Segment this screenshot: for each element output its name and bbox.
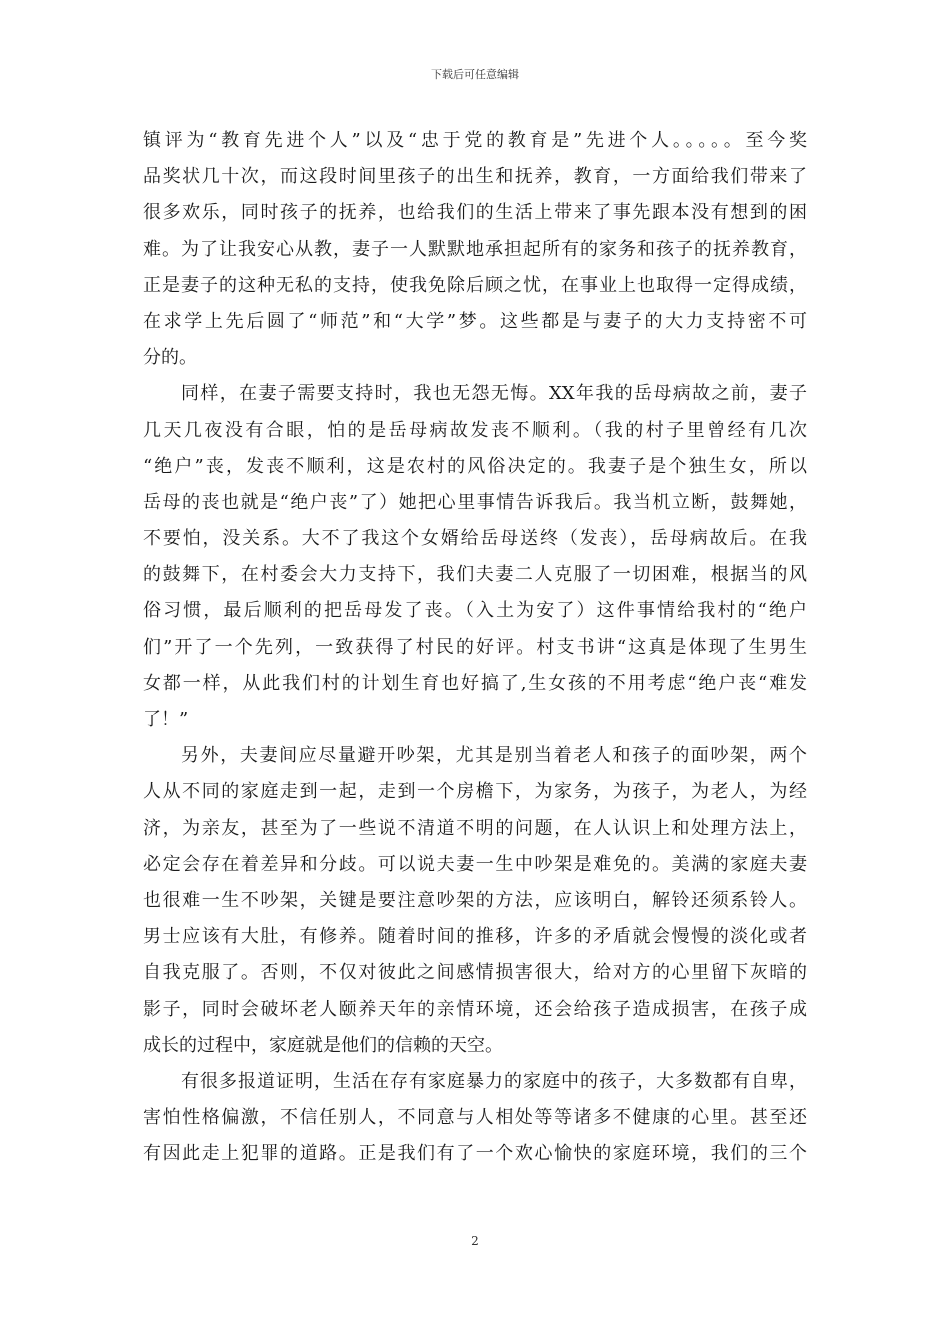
text-line: 同样，在妻子需要支持时，我也无怨无悔。XX年我的岳母病故之前，妻子 xyxy=(181,383,807,405)
text-line: 有很多报道证明，生活在存有家庭暴力的家庭中的孩子，大多数都有自卑， xyxy=(181,1070,807,1092)
text-line: 岳母的丧也就是“绝户丧”了）她把心里事情告诉我后。我当机立断，鼓舞她， xyxy=(143,491,807,513)
text-line: 男士应该有大肚，有修养。随着时间的推移，许多的矛盾就会慢慢的淡化或者 xyxy=(143,926,807,948)
paragraph xyxy=(143,1064,807,1173)
page-number: 2 xyxy=(471,1234,479,1248)
text-line: 济，为亲友，甚至为了一些说不清道不明的问题，在人认识上和处理方法上， xyxy=(143,817,807,839)
paragraph xyxy=(143,376,807,738)
text-line: “绝户”丧，发丧不顺利，这是农村的风俗决定的。我妻子是个独生女，所以 xyxy=(143,455,807,477)
text-line: 在求学上先后圆了“师范”和“大学”梦。这些都是与妻子的大力支持密不可 xyxy=(143,310,807,332)
text-line: 们”开了一个先列，一致获得了村民的好评。村支书讲“这真是体现了生男生 xyxy=(143,636,807,658)
text-line: 成长的过程中，家庭就是他们的信赖的天空。 xyxy=(143,1034,503,1056)
text-line: 分的。 xyxy=(143,347,197,369)
document-body xyxy=(143,123,807,1172)
text-line: 人从不同的家庭走到一起，走到一个房檐下，为家务，为孩子，为老人，为经 xyxy=(143,781,807,803)
text-line: 难。为了让我安心从教，妻子一人默默地承担起所有的家务和孩子的抚养教育， xyxy=(143,238,807,260)
text-line: 影子，同时会破坏老人颐养天年的亲情环境，还会给孩子造成损害，在孩子成 xyxy=(143,998,807,1020)
paragraph xyxy=(143,123,807,376)
text-line: 了！” xyxy=(143,709,189,730)
text-line: 俗习惯，最后顺利的把岳母发了丧。（入土为安了）这件事情给我村的“绝户 xyxy=(143,600,807,622)
text-line: 很多欢乐，同时孩子的抚养，也给我们的生活上带来了事先跟本没有想到的困 xyxy=(143,202,807,224)
text-line: 自我克服了。否则，不仅对彼此之间感情损害很大，给对方的心里留下灰暗的 xyxy=(143,962,807,984)
text-line: 不要怕，没关系。大不了我这个女婿给岳母送终（发丧），岳母病故后。在我 xyxy=(143,528,807,550)
text-line: 害怕性格偏激，不信任别人，不同意与人相处等等诸多不健康的心里。甚至还 xyxy=(143,1107,807,1129)
text-line: 品奖状几十次，而这段时间里孩子的出生和抚养，教育，一方面给我们带来了 xyxy=(143,166,807,188)
text-line: 几天几夜没有合眼，怕的是岳母病故发丧不顺利。（我的村子里曾经有几次 xyxy=(143,419,807,441)
text-line: 必定会存在着差异和分歧。可以说夫妻一生中吵架是难免的。美满的家庭夫妻 xyxy=(143,853,807,875)
text-line: 正是妻子的这种无私的支持，使我免除后顾之忧，在事业上也取得一定得成绩， xyxy=(143,274,807,296)
text-line: 女都一样，从此我们村的计划生育也好搞了,生女孩的不用考虑“绝户丧“难发 xyxy=(143,672,807,694)
paragraph xyxy=(143,738,807,1064)
text-line: 也很难一生不吵架，关键是要注意吵架的方法，应该明白，解铃还须系铃人。 xyxy=(143,889,807,911)
page-header: 下载后可任意编辑 xyxy=(431,68,519,81)
text-line: 的鼓舞下，在村委会大力支持下，我们夫妻二人克服了一切困难，根据当的风 xyxy=(143,564,807,586)
text-line: 有因此走上犯罪的道路。正是我们有了一个欢心愉快的家庭环境，我们的三个 xyxy=(143,1143,807,1165)
text-line: 镇评为“教育先进个人”以及“忠于党的教育是”先进个人。。。。。至今奖 xyxy=(143,130,807,151)
text-line: 另外，夫妻间应尽量避开吵架，尤其是别当着老人和孩子的面吵架，两个 xyxy=(181,745,807,767)
